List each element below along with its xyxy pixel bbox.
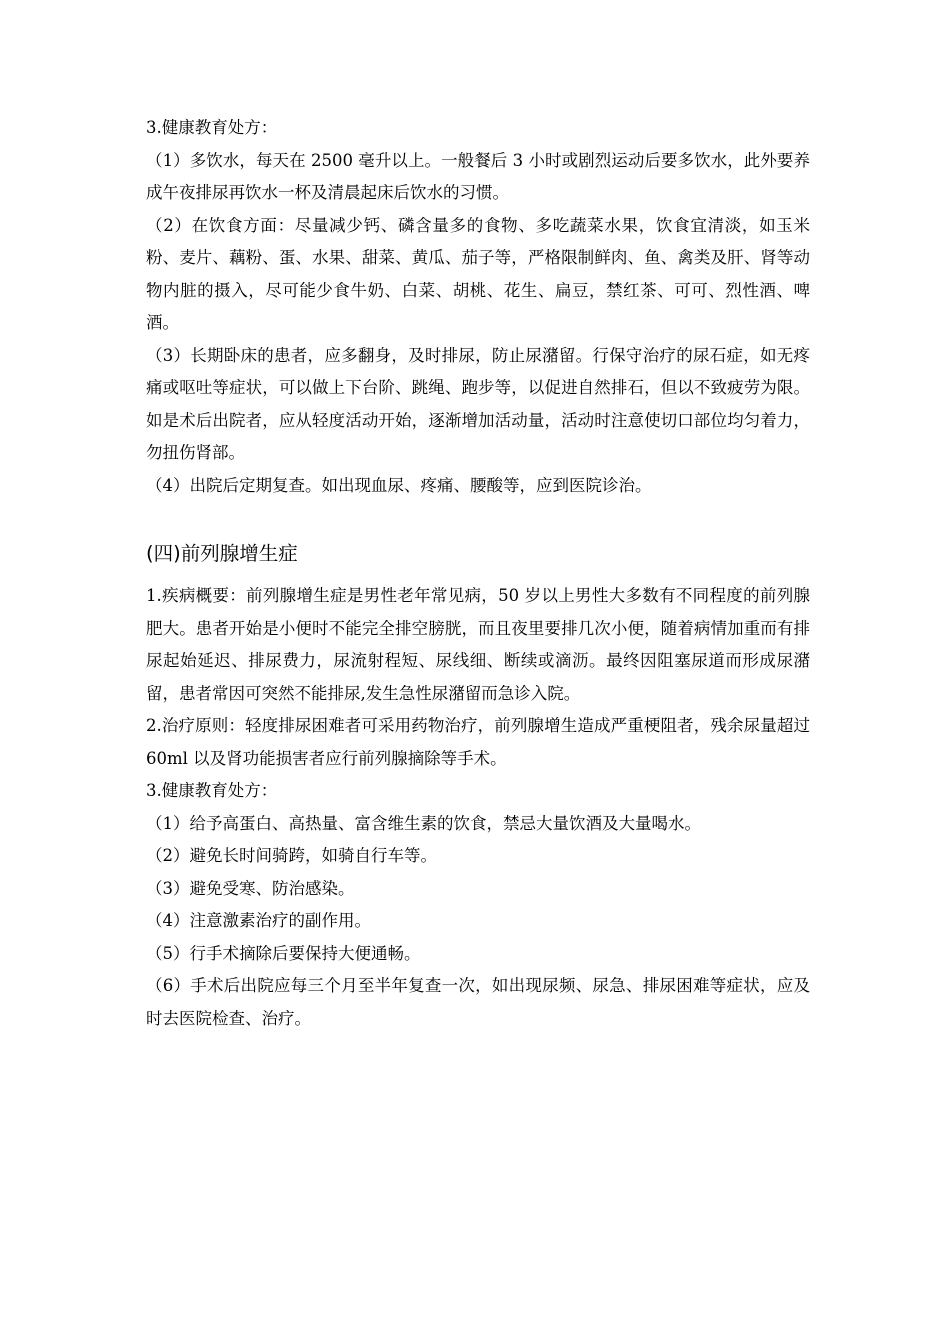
treatment-principle: 2.治疗原则：轻度排尿困难者可采用药物治疗，前列腺增生造成严重梗阻者，残余尿量超过 60ml 以及肾功能损害者应行前列腺摘除等手术。 — [146, 716, 810, 768]
section-heading: (四)前列腺增生症 — [146, 542, 298, 565]
prostate-item-4: （4）注意激素治疗的副作用。 — [146, 911, 371, 930]
education-title: 3.健康教育处方： — [146, 781, 278, 800]
prostate-item-3: （3）避免受寒、防治感染。 — [146, 878, 355, 898]
prostate-item-1: （1）给予高蛋白、高热量、富含维生素的饮食，禁忌大量饮酒及大量喝水。 — [146, 813, 701, 833]
education-item-4: （4）出院后定期复查。如出现血尿、疼痛、腰酸等，应到医院诊治。 — [146, 475, 652, 495]
prostate-item-5: （5）行手术摘除后要保持大便通畅。 — [146, 943, 421, 963]
education-title-previous: 3.健康教育处方： — [146, 118, 278, 137]
prostate-item-2: （2）避免长时间骑跨，如骑自行车等。 — [146, 846, 437, 865]
education-item-2: （2）在饮食方面：尽量减少钙、磷含量多的食物、多吃蔬菜水果，饮食宜清淡，如玉米粉、麦片、藕粉、蛋、水果、甜菜、黄瓜、茄子等，严格限制鲜肉、鱼、禽类及肝、肾等动物内脏的摄入，尽可能少食牛奶、白菜、胡桃、花生、扁豆，禁红茶、可可、烈性酒、啤酒。 — [146, 215, 810, 332]
education-item-1: （1）多饮水，每天在 2500 毫升以上。一般餐后 3 小时或剧烈运动后要多饮水，此外要养成午夜排尿再饮水一杯及清晨起床后饮水的习惯。 — [146, 150, 810, 202]
prostate-item-6: （6）手术后出院应每三个月至半年复查一次，如出现尿频、尿急、排尿困难等症状，应及时去医院检查、治疗。 — [146, 976, 810, 1028]
document-body — [146, 112, 810, 1035]
disease-overview: 1.疾病概要：前列腺增生症是男性老年常见病，50 岁以上男性大多数有不同程度的前列腺肥大。患者开始是小便时不能完全排空膀胱，而且夜里要排几次小便，随着病情加重而有排尿起始延迟、排尿费力，尿流射程短、尿线细、断续或滴沥。最终因阻塞尿道而形成尿潴留，患者常因可突然不能排尿,发生急性尿潴留而急诊入院。 — [146, 586, 810, 703]
education-item-3: （3）长期卧床的患者，应多翻身，及时排尿，防止尿潴留。行保守治疗的尿石症，如无疼痛或呕吐等症状，可以做上下台阶、跳绳、跑步等，以促进自然排石，但以不致疲劳为限。如是术后出院者，应从轻度活动开始，逐渐增加活动量，活动时注意使切口部位均匀着力，勿扭伤肾部。 — [146, 345, 810, 462]
